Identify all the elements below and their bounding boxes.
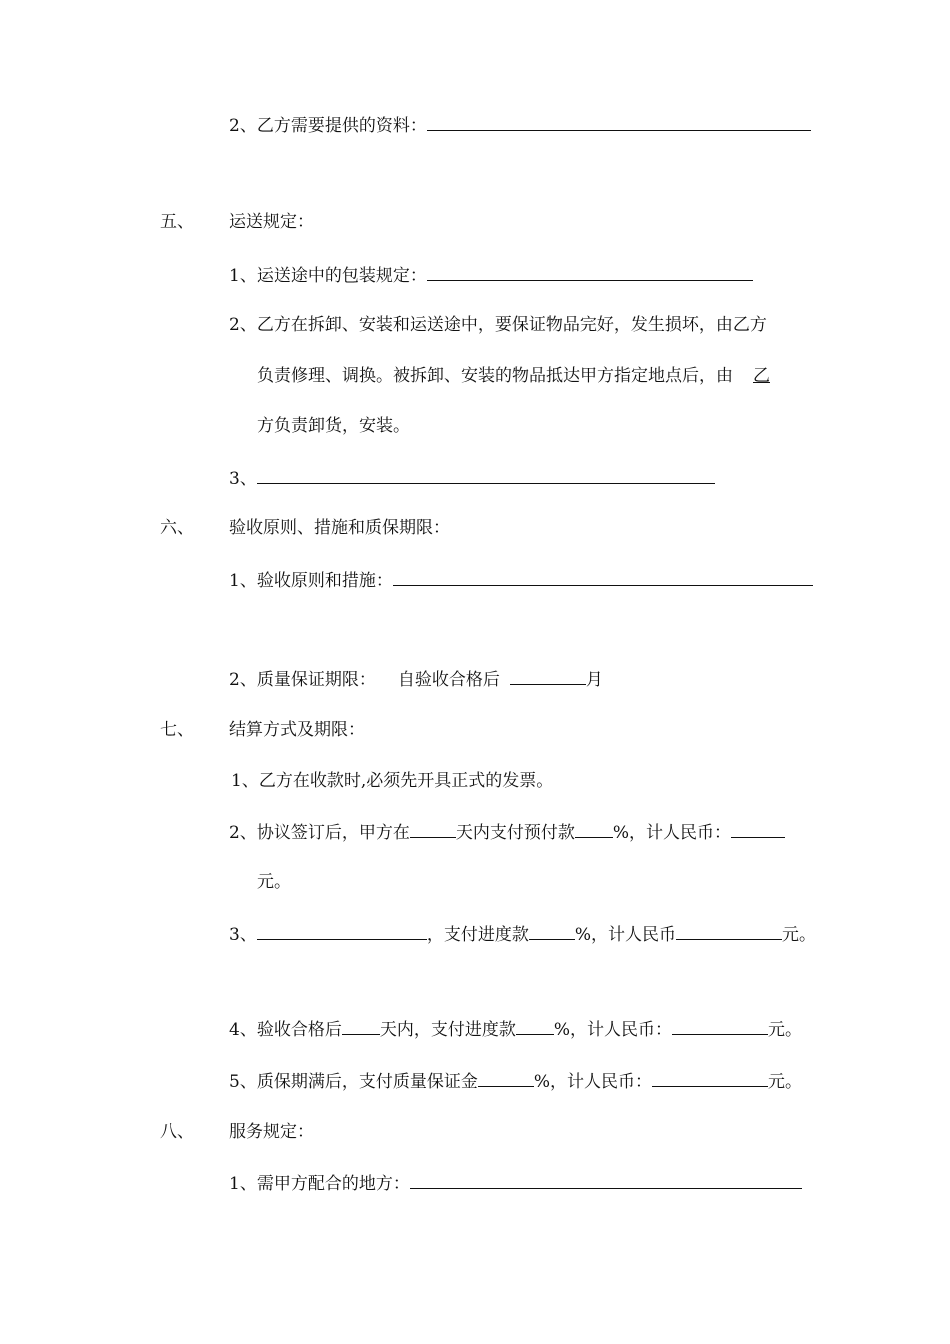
item-6-2-label: 2、质量保证期限： [229, 670, 376, 690]
item-7-4 [229, 1016, 802, 1042]
item-5-2-line-2 [257, 364, 770, 388]
blank-field[interactable] [652, 1068, 768, 1087]
item-7-4-text-c: %，计人民币： [553, 1020, 672, 1040]
item-7-3-text-d: 元。 [781, 925, 816, 945]
section-number: 七、 [160, 720, 194, 740]
item-7-4-text-d: 元。 [767, 1020, 802, 1040]
item-6-2 [229, 666, 603, 692]
blank-field[interactable] [410, 819, 456, 838]
blank-field[interactable] [427, 112, 811, 131]
item-7-3-text-c: %，计人民币 [574, 925, 676, 945]
blank-field[interactable] [257, 921, 427, 940]
blank-field[interactable] [672, 1016, 768, 1035]
item-4-2-label: 2、乙方需要提供的资料： [229, 116, 427, 136]
item-7-4-text-b: 天内，支付进度款 [379, 1020, 516, 1040]
section-title: 验收原则、措施和质保期限： [229, 518, 450, 538]
item-5-2-line-3: 方负责卸货，安装。 [257, 416, 410, 436]
item-7-5 [229, 1068, 802, 1094]
blank-field[interactable] [393, 567, 813, 586]
section-number: 五、 [160, 212, 194, 232]
section-title: 服务规定： [229, 1122, 314, 1142]
section-title: 运送规定： [229, 212, 314, 232]
item-7-2-text-c: %，计人民币： [612, 823, 731, 843]
blank-field[interactable] [510, 666, 586, 685]
section-number: 六、 [160, 518, 194, 538]
item-5-1-label: 1、运送途中的包装规定： [229, 266, 427, 286]
item-8-1 [229, 1170, 802, 1196]
item-6-2-middle: 自验收合格后 [397, 670, 500, 690]
item-7-2 [229, 819, 785, 845]
item-6-1-label: 1、验收原则和措施： [229, 571, 393, 591]
item-7-5-text-b: %，计人民币： [533, 1072, 652, 1092]
item-5-2-text: 负责修理、调换。被拆卸、安装的物品抵达甲方指定地点后，由 [257, 366, 733, 386]
filled-blank: 乙 [753, 366, 770, 386]
blank-field[interactable] [676, 921, 782, 940]
blank-field[interactable] [731, 819, 785, 838]
blank-field[interactable] [427, 262, 753, 281]
item-4-2 [229, 112, 811, 138]
blank-field[interactable] [529, 921, 575, 940]
item-7-3 [229, 921, 816, 947]
blank-field[interactable] [342, 1016, 380, 1035]
item-7-5-text-a: 5、质保期满后，支付质量保证金 [229, 1072, 478, 1092]
item-6-1 [229, 567, 813, 593]
blank-field[interactable] [257, 465, 715, 484]
item-5-3-label: 3、 [229, 469, 257, 489]
item-7-2-line-2: 元。 [257, 872, 291, 892]
section-title: 结算方式及期限： [229, 720, 365, 740]
item-7-5-text-c: 元。 [767, 1072, 802, 1092]
item-7-1: 1、乙方在收款时,必须先开具正式的发票。 [231, 771, 554, 791]
item-5-1 [229, 262, 753, 288]
blank-field[interactable] [516, 1016, 554, 1035]
item-7-3-text-b: ，支付进度款 [426, 925, 529, 945]
blank-field[interactable] [575, 819, 613, 838]
item-5-2-line-1: 2、乙方在拆卸、安装和运送途中，要保证物品完好，发生损坏，由乙方 [229, 315, 767, 335]
item-7-2-text-a: 2、协议签订后，甲方在 [229, 823, 410, 843]
item-6-2-unit: 月 [585, 670, 603, 690]
section-number: 八、 [160, 1122, 194, 1142]
item-7-2-text-b: 天内支付预付款 [455, 823, 575, 843]
item-7-4-text-a: 4、验收合格后 [229, 1020, 342, 1040]
item-7-3-text-a: 3、 [229, 925, 257, 945]
item-5-3 [229, 465, 715, 491]
blank-field[interactable] [410, 1170, 802, 1189]
blank-field[interactable] [478, 1068, 534, 1087]
item-8-1-label: 1、需甲方配合的地方： [229, 1174, 410, 1194]
